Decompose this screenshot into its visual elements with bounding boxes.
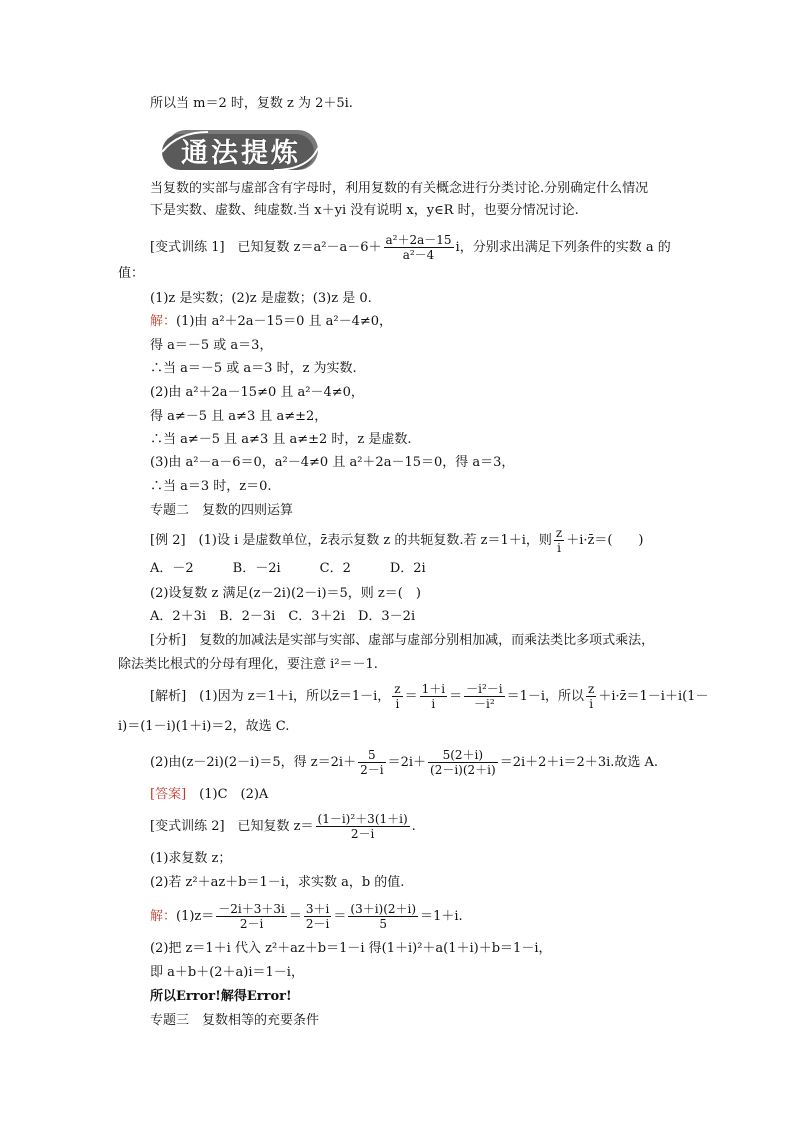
solution-frac-1-den: i [395, 697, 400, 711]
solution-eq-1: ＝ [404, 689, 418, 704]
solution-frac-6 [428, 748, 498, 777]
exercise2-q1: (1)求复数 z； [150, 851, 232, 866]
example2-fraction-num: z [555, 526, 563, 540]
section-badge [158, 126, 324, 174]
solution-frac-1 [392, 682, 402, 711]
solution-label: [解析] [150, 689, 187, 704]
exercise2-denominator: 2－i [350, 827, 375, 841]
analysis-line-1 [150, 632, 654, 650]
solution1-line-2: 得 a＝－5 或 a＝3， [150, 338, 273, 353]
example2-post: ＋i·z̄＝( ) [566, 533, 644, 548]
solution1-line-7: (3)由 a²－a－6＝0，a²－4≠0 且 a²＋2a－15＝0，得 a＝3， [150, 455, 515, 470]
exercise2-frac-2-den: 2－i [305, 917, 330, 931]
solution-text-1b: ＝1－i，所以 [506, 689, 585, 704]
solution-frac-5-den: 2－i [360, 763, 384, 777]
solution-frac-2 [420, 682, 447, 711]
exercise2-solution-1d: ＝1＋i. [420, 909, 463, 924]
solution1-line-3: ∴当 a＝－5 或 a＝3 时，z 为实数. [150, 361, 357, 376]
answer-label: [答案] [150, 787, 187, 802]
example2-line [150, 526, 644, 555]
exercise2-frac-2 [304, 902, 331, 931]
method-line-1: 当复数的实部与虚部含有字母时，利用复数的有关概念进行分类讨论.分别确定什么情况 [150, 181, 649, 196]
exercise2-eq-2: ＝ [333, 909, 347, 924]
example2-part2: (2)设复数 z 满足(z－2i)(2－i)＝5，则 z＝( ) [150, 586, 421, 601]
solution-text-1c: ＋i·z̄＝1－i＋i(1－ [598, 689, 709, 704]
solution-text-2a: (2)由(z－2i)(2－i)＝5，得 z＝2i＋ [150, 755, 357, 770]
exercise2-numerator: (1－i)²＋3(1＋i) [317, 812, 408, 826]
example2-options: A．－2 B．－2i C．2 D．2i [150, 561, 426, 576]
answer-line [150, 786, 268, 804]
exercise2-line [150, 812, 416, 841]
exercise2-pre: [变式训练 2] 已知复数 z＝ [150, 819, 314, 834]
analysis-text-1: 复数的加减法是实部与实部、虚部与虚部分别相加减，而乘法类比多项式乘法， [186, 633, 655, 648]
solution-frac-4-den: i [589, 697, 594, 711]
exercise1-denominator: a²－4 [402, 248, 435, 262]
solution-frac-6-den: (2－i)(2＋i) [430, 763, 496, 777]
exercise2-frac-3 [348, 902, 418, 931]
example2-solution-line-2: i)＝(1－i)(1＋i)＝2，故选 C. [118, 719, 290, 734]
exercise2-solution-1 [150, 902, 463, 931]
topic3-heading: 专题三 复数相等的充要条件 [150, 1013, 320, 1028]
solution-frac-2-den: i [431, 697, 436, 711]
exercise2-frac-3-den: 5 [379, 917, 388, 931]
exercise2-fraction [316, 812, 410, 841]
solution-frac-1-num: z [394, 682, 401, 696]
solution-text-2b: ＝2i＋ [387, 755, 427, 770]
method-line-2: 下是实数、虚数、纯虚数.当 x＋yi 没有说明 x，y∈R 时，也要分情况讨论. [150, 203, 579, 218]
example2-options-2: A．2＋3i B．2－3i C．3＋2i D．3－2i [150, 609, 416, 624]
example2-solution-line-3 [150, 748, 658, 777]
example2-pre: [例 2] (1)设 i 是虚数单位，z̄表示复数 z 的共轭复数.若 z＝1＋i，则 [150, 533, 552, 548]
solution-eq-2: ＝ [449, 689, 463, 704]
exercise2-frac-1 [216, 902, 287, 931]
answer-text: (1)C (2)A [186, 787, 269, 802]
exercise2-solution-4: 所以Error!解得Error! [150, 989, 292, 1004]
solution1-text-1: (1)由 a²＋2a－15＝0 且 a²－4≠0， [176, 314, 393, 329]
exercise1-continuation: 值： [118, 266, 145, 281]
exercise2-solution-1a: (1)z＝ [176, 909, 215, 924]
solution1-line-5: 得 a≠－5 且 a≠3 且 a≠±2， [150, 409, 328, 424]
exercise2-solution-2: (2)把 z＝1＋i 代入 z²＋az＋b＝1－i 得(1＋i)²＋a(1＋i)＋b＝1－i， [150, 941, 552, 956]
exercise1-post: i，分别求出满足下列条件的实数 a 的 [455, 240, 671, 255]
badge-title: 通法提炼 [181, 137, 301, 169]
analysis-label: [分析] [150, 633, 187, 648]
solution1-line-1 [150, 313, 392, 331]
exercise2-q2: (2)若 z²＋az＋b＝1－i，求实数 a，b 的值. [150, 875, 405, 890]
solution1-line-8: ∴当 a＝3 时，z＝0. [150, 479, 272, 494]
exercise1-line [150, 233, 671, 262]
exercise1-pre: [变式训练 1] 已知复数 z＝a²－a－6＋ [150, 240, 382, 255]
analysis-line-2: 除法类比根式的分母有理化，要注意 i²＝－1. [118, 657, 378, 672]
solution-frac-3-den: －i² [474, 697, 495, 711]
example2-fraction-den: i [557, 541, 561, 555]
solution1-line-6: ∴当 a≠－5 且 a≠3 且 a≠±2 时，z 是虚数. [150, 432, 412, 447]
exercise2-frac-3-num: (3＋i)(2＋i) [350, 902, 417, 916]
exercise1-parts: (1)z 是实数；(2)z 是虚数；(3)z 是 0. [150, 291, 372, 306]
exercise2-frac-2-num: 3＋i [305, 902, 330, 916]
solution-frac-4 [586, 682, 596, 711]
solution-text-1a: (1)因为 z＝1＋i，所以z̄＝1－i， [186, 689, 391, 704]
solution-frac-3 [464, 682, 505, 711]
solution-frac-3-num: －i²－i [466, 682, 503, 696]
solution1-label: 解： [150, 314, 177, 329]
solution-frac-5-num: 5 [358, 748, 385, 763]
exercise1-fraction [384, 233, 454, 262]
solution-frac-4-num: z [588, 682, 595, 696]
solution-text-2c: ＝2i＋2＋i＝2＋3i.故选 A. [499, 755, 659, 770]
exercise2-eq-1: ＝ [288, 909, 302, 924]
exercise2-frac-1-num: －2i＋3＋3i [218, 902, 285, 916]
solution-frac-5 [358, 748, 385, 777]
topic2-heading: 专题二 复数的四则运算 [150, 503, 294, 518]
result-line: 所以当 m＝2 时，复数 z 为 2＋5i. [150, 96, 353, 111]
solution-frac-6-num: 5(2＋i) [428, 748, 498, 763]
example2-fraction [554, 526, 564, 555]
exercise2-post: . [411, 819, 416, 834]
example2-solution-line-1 [150, 682, 708, 711]
solution1-line-4: (2)由 a²＋2a－15≠0 且 a²－4≠0， [150, 385, 364, 400]
exercise2-frac-1-den: 2－i [239, 917, 264, 931]
exercise2-solution-label: 解： [150, 909, 177, 924]
solution-frac-2-num: 1＋i [421, 682, 446, 696]
exercise2-solution-3: 即 a＋b＋(2＋a)i＝1－i， [150, 965, 304, 980]
exercise1-numerator: a²＋2a－15 [385, 233, 452, 247]
